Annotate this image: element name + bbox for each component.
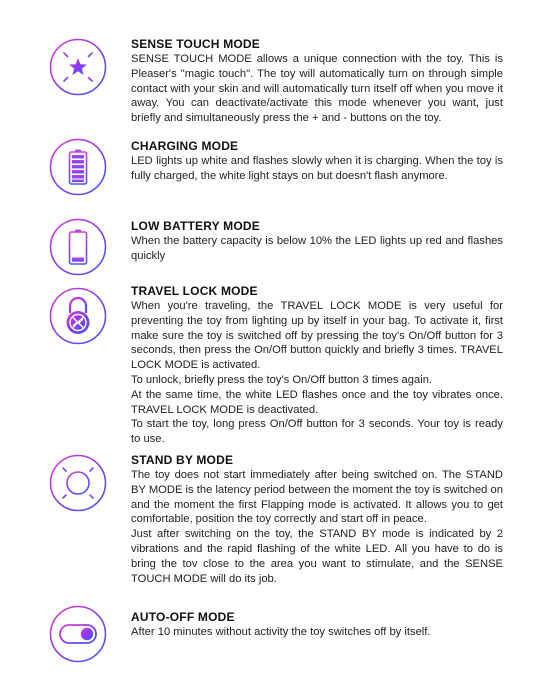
section-paragraph: When the battery capacity is below 10% the LED lights up red and flashes quickly xyxy=(131,235,503,262)
section-paragraph: When you're traveling, the TRAVEL LOCK MODE is very useful for preventing the toy from lighting up by itself in your bag. To activate it, first make sure the toy is switched off by pressing the toy's On/Off button for 3 seconds, then press the On/Off button quickly and briefly 3 times. TRAVEL LOCK MODE is activated. xyxy=(131,300,503,372)
section-title: SENSE TOUCH MODE xyxy=(131,37,260,51)
section-title: STAND BY MODE xyxy=(131,453,234,467)
section-paragraph: To unlock, briefly press the toy's On/Off button 3 times again. xyxy=(131,373,433,386)
section-title: AUTO-OFF MODE xyxy=(131,610,235,624)
toggle-off-icon xyxy=(49,605,107,663)
battery-low-icon xyxy=(49,218,107,276)
section-title: CHARGING MODE xyxy=(131,139,239,153)
section-title: TRAVEL LOCK MODE xyxy=(131,284,258,298)
sparkle-star-icon xyxy=(49,38,107,96)
section-paragraph: At the same time, the white LED flashes once and the toy vibrates once. TRAVEL LOCK MODE is deactivated. xyxy=(131,388,503,416)
section-title: LOW BATTERY MODE xyxy=(131,219,260,233)
section-paragraph: SENSE TOUCH MODE allows a unique connection with the toy. This is Pleaser's "magic touch". The toy will automatically turn on through simple contact with your skin and will automatically turn itself off when you move it away. You can deactivate/activate this mode whenever you want, just briefly and simultaneously press the + and - buttons on the toy. xyxy=(131,53,503,125)
section-paragraph: To start the toy, long press On/Off button for 3 seconds. Your toy is ready to use. xyxy=(131,418,503,446)
travel-lock-icon xyxy=(49,287,107,345)
standby-minus-icon xyxy=(49,454,107,512)
section-paragraph: LED lights up white and flashes slowly when it is charging. When the toy is fully charged, the white light stays on but doesn't flash anymore. xyxy=(131,155,503,182)
section-paragraph: After 10 minutes without activity the toy switches off by itself. xyxy=(131,626,431,638)
section-paragraph: Just after switching on the toy, the STAND BY mode is indicated by 2 vibrations and the rapid flashing of the white LED. All you have to do is bring the tov close to the area you want to stimulate, and the SENSE TOUCH MODE will do its job. xyxy=(131,528,503,585)
battery-full-icon xyxy=(49,138,107,196)
section-paragraph: The toy does not start immediately after being switched on. The STAND BY MODE is the latency period between the moment the toy is switched on and the moment the first Flapping mode is activated. It allows you to get comfortable, position the toy correctly and start off in peace. xyxy=(131,469,503,526)
